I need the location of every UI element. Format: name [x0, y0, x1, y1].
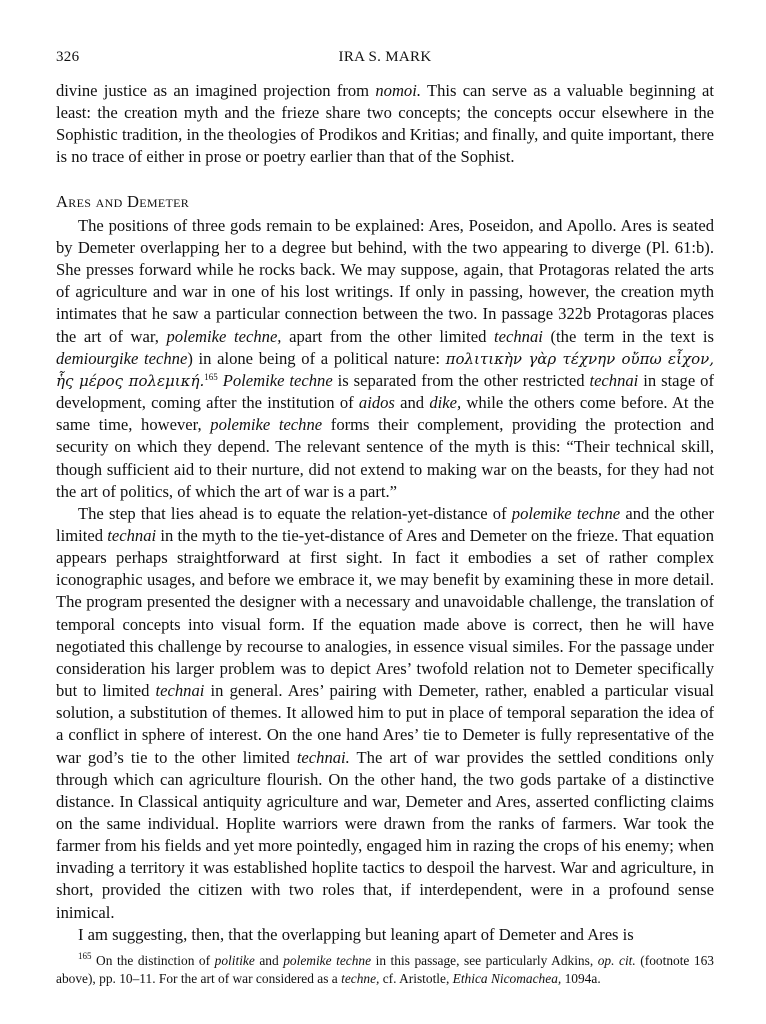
body-text	[56, 80, 714, 946]
footnote: $^{165}$ On the distinction of politike and polemike techne in this passage, see particularly Adkins, op. cit. (footnote 163 above), pp. 10–11. For the art of war considered as a techne, cf. Aristotle, Ethica Nicomachea, 1094a.	[56, 950, 715, 986]
paragraph-equation: The step that lies ahead is to equate the relation-yet-distance of polemike techne and the other limited technai in the myth to the tie-yet-distance of Ares and Demeter on the frieze. That equation appears perhaps straightforward at first sight. In fact it embodies a set of rather complex iconographic usages, and before we embrace it, we may benefit by examining these in more detail. The program presented the designer with a necessary and unavoidable challenge, the translation of temporal concepts into visual form. If the equation made above is correct, then he will have negotiated this challenge by recourse to analogies, in essence visual similes. For the passage under consideration his larger problem was to depict Ares’ twofold relation not to Demeter specifically but to limited technai in general. Ares’ pairing with Demeter, rather, enabled a particular visual solution, a substitution of themes. It allowed him to put in place of temporal separation the idea of a conflict in sphere of interest. On the one hand Ares’ tie to Demeter is fully representative of the war god’s tie to the other limited technai. The art of war provides the settled conditions only through which can agriculture flourish. On the other hand, the two gods partake of a distinctive distance. In Classical antiquity agriculture and war, Demeter and Ares, asserted conflicting claims on the same individual. Hoplite warriors were drawn from the ranks of farmers. War took the farmer from his fields and yet more pointedly, engaged him in razing the crops of his enemy; when invading a territory it was established hoplite tactics to despoil the harvest. War and agriculture, in short, provided the citizen with two roles that, if interdependent, were in a profound sense inimical.	[56, 503, 715, 922]
running-head: IRA S. MARK	[338, 49, 432, 65]
greek-quotation: πολιτικὴν γὰρ τέχνην οὔπω εἶχον, ἧς μέρος πολεμική.	[56, 349, 714, 390]
footnote-reference[interactable]: 165	[204, 371, 218, 382]
page-number: 326	[56, 49, 80, 65]
section-heading: Ares and Demeter	[56, 191, 190, 211]
page-header	[56, 46, 714, 68]
page	[56, 46, 714, 988]
paragraph-continuation: divine justice as an imagined projection from nomoi. This can serve as a valuable beginning at least: the creation myth and the frieze share two concepts; the concepts occur elsewhere in the Sophistic tradition, in the theologies of Prodikos and Kritias; and finally, and quite important, there is no trace of either in prose or poetry earlier than that of the Sophist.	[56, 81, 714, 167]
paragraph-ares-positions: The positions of three gods remain to be explained: Ares, Poseidon, and Apollo. Ares is seated by Demeter overlapping her to a degree but behind, with the two appearing to diverge (Pl. 61:b). She presses forward while he rocks back. We may suppose, again, that Protagoras related the arts of agriculture and war in one of his lost writings. If only in passing, however, the creation myth intimates that he saw a particular connection between the two. In passage 322b Protagoras places the art of war, polemike techne, apart from the other limited technai (the term in the text is demiourgike techne) in alone being of a political nature: πολιτικὴν γὰρ τέχνην οὔπω εἶχον, ἧς μέρος πολεμική.$^{165}$ Polemike techne is separated from the other restricted technai in stage of development, coming after the institution of aidos and dike, while the others come before. At the same time, however, polemike techne forms their complement, providing the protection and security on which they depend. The relevant sentence of the myth is this: “Their technical skill, though sufficient aid to their nurture, did not extend to making war on the beasts, for they had not the art of politics, of which the art of war is a part.”	[56, 215, 715, 501]
paragraph-suggestion: I am suggesting, then, that the overlapping but leaning apart of Demeter and Ares is	[78, 924, 634, 944]
footnote-number: 165	[78, 950, 92, 961]
